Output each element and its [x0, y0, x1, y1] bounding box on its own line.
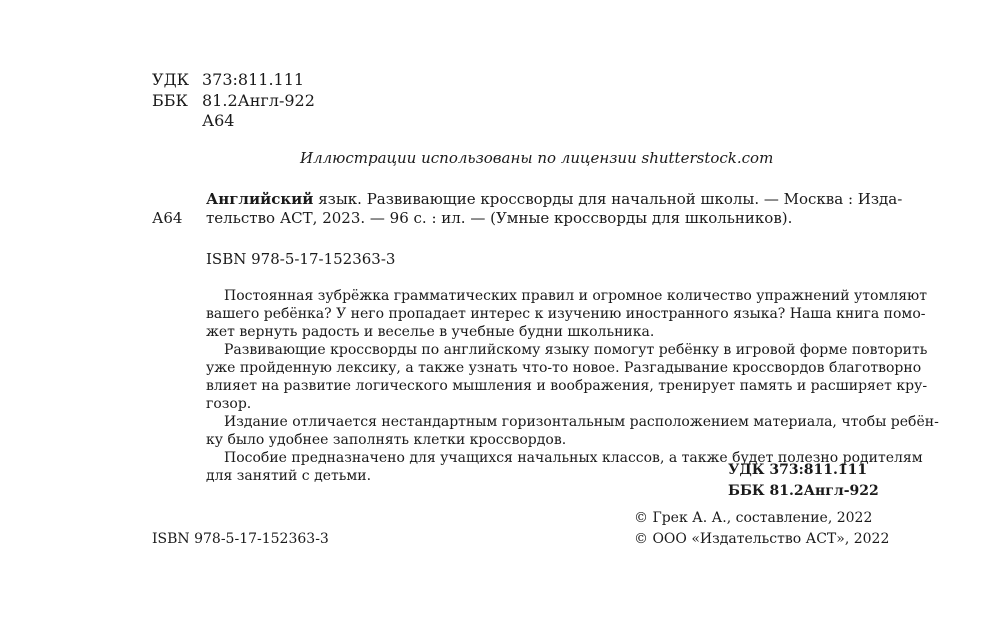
isbn-bottom: ISBN 978-5-17-152363-3	[152, 531, 329, 547]
bib-line-1: язык. Развивающие кроссворды для начальной школы. — Москва : Изда-	[313, 190, 903, 208]
annotation-line: Издание отличается нестандартным горизонтальным расположением материала, чтобы ребён-	[224, 414, 939, 430]
author-mark: А64	[202, 111, 235, 130]
udk-label: УДК	[152, 70, 189, 89]
bbk-bottom: ББК 81.2Англ-922	[728, 483, 879, 499]
annotation-line: Постоянная зубрёжка грамматических правил и огромное количество упражнений утомляют	[224, 288, 927, 304]
udk-line	[152, 70, 304, 90]
annotation-line: Развивающие кроссворды по английскому языку помогут ребёнку в игровой форме повторить	[224, 342, 928, 358]
illustrations-note: Иллюстрации использованы по лицензии shutterstock.com	[300, 149, 774, 167]
bib-author-mark: А64	[152, 209, 183, 227]
bib-line-2: тельство АСТ, 2023. — 96 с. : ил. — (Умные кроссворды для школьников).	[206, 209, 793, 227]
annotation-line: для занятий с детьми.	[206, 468, 372, 484]
udk-value: 373:811.111	[202, 70, 305, 89]
bbk-line	[152, 91, 315, 111]
copyright-compiler: © Грек А. А., составление, 2022	[634, 510, 873, 526]
annotation-line: жет вернуть радость и веселье в учебные будни школьника.	[206, 324, 655, 340]
bbk-value: 81.2Англ-922	[202, 91, 315, 110]
annotation	[206, 287, 939, 485]
annotation-line: уже пройденную лексику, а также узнать что-то новое. Разгадывание кроссвордов благотворно	[206, 360, 922, 376]
annotation-line: гозор.	[206, 396, 252, 412]
copyright-publisher: © ООО «Издательство АСТ», 2022	[634, 531, 890, 547]
isbn-top: ISBN 978-5-17-152363-3	[206, 250, 396, 268]
book-title-bold: Английский	[206, 190, 314, 208]
bibliographic-description	[152, 190, 903, 228]
annotation-line: ку было удобнее заполнять клетки кроссвордов.	[206, 432, 567, 448]
udk-bottom: УДК 373:811.111	[728, 462, 868, 478]
annotation-line: вашего ребёнка? У него пропадает интерес к изучению иностранного языка? Наша книга помо-	[206, 306, 926, 322]
annotation-line: Пособие предназначено для учащихся начальных классов, а также будет полезно родителям	[224, 450, 923, 466]
annotation-line: влияет на развитие логического мышления и воображения, тренирует память и расширяет кру-	[206, 378, 928, 394]
bbk-label: ББК	[152, 91, 188, 110]
